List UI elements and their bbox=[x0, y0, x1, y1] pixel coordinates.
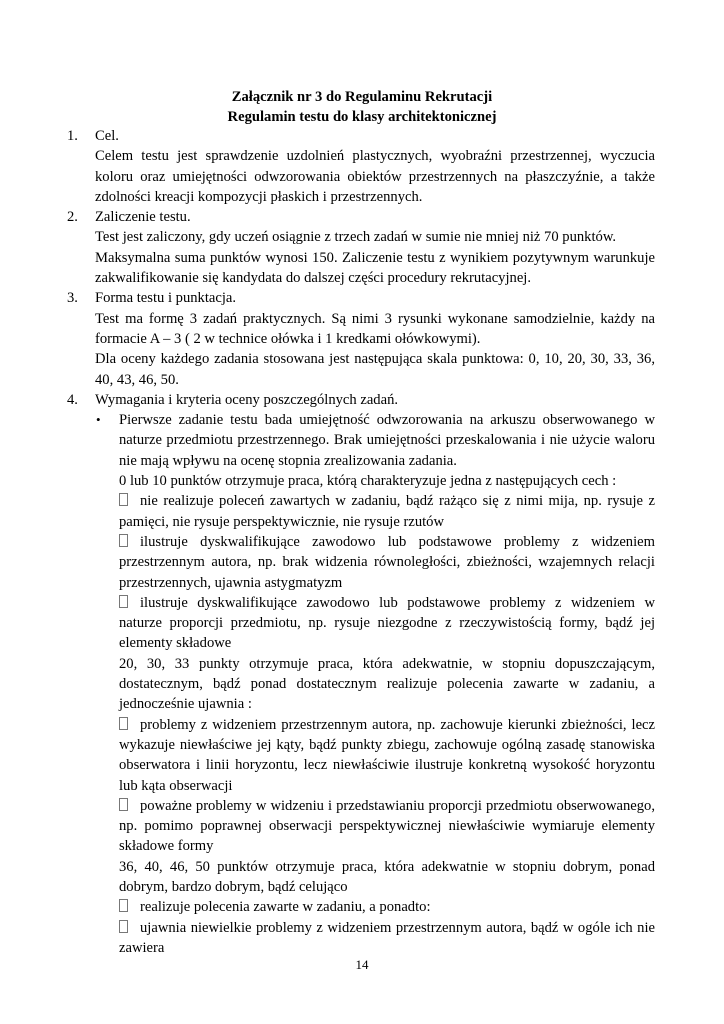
section-number: 4. bbox=[67, 391, 78, 408]
score-group-2: 20, 30, 33 punkty otrzymuje praca, która adekwatnie, w stopniu dopuszczającym, dostatecznym, bądź ponad dostatecznym realizuje polecenia zawarte w zadaniu, a jednocześnie ujawnia : bbox=[119, 655, 655, 713]
bullet-intro: Pierwsze zadanie testu bada umiejętność odwzorowania na arkuszu obserwowanego w naturze przedmiotu przestrzennego. Brak umiejętności przeskalowania i nie użycie waloru nie mają wpływu na ocenę stopnia zrealizowania zadania. bbox=[119, 412, 655, 469]
section-heading: Forma testu i punktacja. bbox=[95, 290, 237, 307]
section-paragraph: Test ma formę 3 zadań praktycznych. Są nimi 3 rysunki wykonane samodzielnie, każdy na formacie A – 3 ( 2 w technice ołówka i 1 kredkami ołówkowymi). bbox=[95, 310, 655, 347]
criteria-item: realizuje polecenia zawarte w zadaniu, a ponadto: bbox=[119, 897, 655, 917]
section-number: 3. bbox=[67, 290, 78, 307]
checkbox-glyph-icon bbox=[119, 920, 128, 933]
section-heading: Zaliczenie testu. bbox=[95, 209, 191, 226]
section-2 bbox=[0, 207, 724, 288]
section-3 bbox=[0, 288, 724, 389]
page-number: 14 bbox=[355, 957, 369, 972]
document-body bbox=[0, 126, 724, 958]
section-heading: Wymagania i kryteria oceny poszczególnych zadań. bbox=[95, 391, 399, 408]
checkbox-glyph-icon bbox=[119, 899, 128, 912]
section-paragraph: Celem testu jest sprawdzenie uzdolnień plastycznych, wyobraźni przestrzennej, wyczucia koloru oraz umiejętności odwzorowania obiektów przestrzennych na płaszczyźnie, a także zdolności kreacji kompozycji płaskich i przestrzennych. bbox=[95, 148, 655, 205]
criteria-item: poważne problemy w widzeniu i przedstawianiu proporcji przedmiotu obserwowanego, np. pomimo poprawnej obserwacji perspektywicznej niewłaściwie wymiaruje elementy składowe formy bbox=[119, 797, 655, 855]
checkbox-glyph-icon bbox=[119, 595, 128, 608]
section-paragraph: Dla oceny każdego zadania stosowana jest następująca skala punktowa: 0, 10, 20, 30, 33, 36, 40, 43, 46, 50. bbox=[95, 351, 655, 388]
criteria-item: nie realizuje poleceń zawartych w zadaniu, bądź rażąco się z nimi mija, np. rysuje z pamięci, nie rysuje perspektywicznie, nie rysuje rzutów bbox=[119, 493, 655, 530]
criteria-item: problemy z widzeniem przestrzennym autora, np. zachowuje kierunki zbieżności, lecz wykazuje niewłaściwe jej kąty, bądź punkty zbiegu, zachowuje ogólną zasadę stanowiska obserwatora i linii horyzontu, lecz niewłaściwie ilustruje konkretną wysokość horyzontu lub kąta obserwacji bbox=[119, 716, 655, 794]
score-group-1: 0 lub 10 punktów otrzymuje praca, którą charakteryzuje jedna z następujących cech : bbox=[119, 473, 617, 490]
bullet-item bbox=[0, 410, 724, 958]
checkbox-glyph-icon bbox=[119, 493, 128, 506]
section-4 bbox=[0, 390, 724, 410]
criteria-item: ilustruje dyskwalifikujące zawodowo lub podstawowe problemy z widzeniem przestrzennym autora, np. brak widzenia równoległości, zbieżności, wzajemnych relacji przestrzennych, ujawnia astygmatyzm bbox=[119, 533, 655, 591]
document-subtitle: Regulamin testu do klasy architektonicznej bbox=[227, 109, 497, 125]
bullet-icon: • bbox=[96, 412, 101, 428]
section-paragraph: Test jest zaliczony, gdy uczeń osiągnie z trzech zadań w sumie nie mniej niż 70 punktów. bbox=[95, 229, 617, 246]
section-heading: Cel. bbox=[95, 128, 119, 144]
checkbox-glyph-icon bbox=[119, 534, 128, 547]
score-group-3: 36, 40, 46, 50 punktów otrzymuje praca, która adekwatnie w stopniu dobrym, ponad dobrym, bardzo dobrym, bądź celująco bbox=[119, 858, 655, 895]
section-number: 2. bbox=[67, 209, 78, 226]
checkbox-glyph-icon bbox=[119, 717, 128, 730]
checkbox-glyph-icon bbox=[119, 798, 128, 811]
criteria-item: ilustruje dyskwalifikujące zawodowo lub podstawowe problemy z widzeniem w naturze proporcji przedmiotu, np. rysuje niezgodne z rzeczywistością formy, bądź jej elementy składowe bbox=[119, 594, 655, 652]
section-1 bbox=[0, 126, 724, 207]
document-title: Załącznik nr 3 do Regulaminu Rekrutacji bbox=[231, 89, 493, 105]
section-number: 1. bbox=[67, 128, 78, 144]
criteria-item: ujawnia niewielkie problemy z widzeniem przestrzennym autora, bądź w ogóle ich nie zawiera bbox=[119, 919, 655, 956]
section-paragraph: Maksymalna suma punktów wynosi 150. Zaliczenie testu z wynikiem pozytywnym warunkuje zakwalifikowanie się kandydata do dalszej części procedury rekrutacyjnej. bbox=[95, 249, 655, 287]
